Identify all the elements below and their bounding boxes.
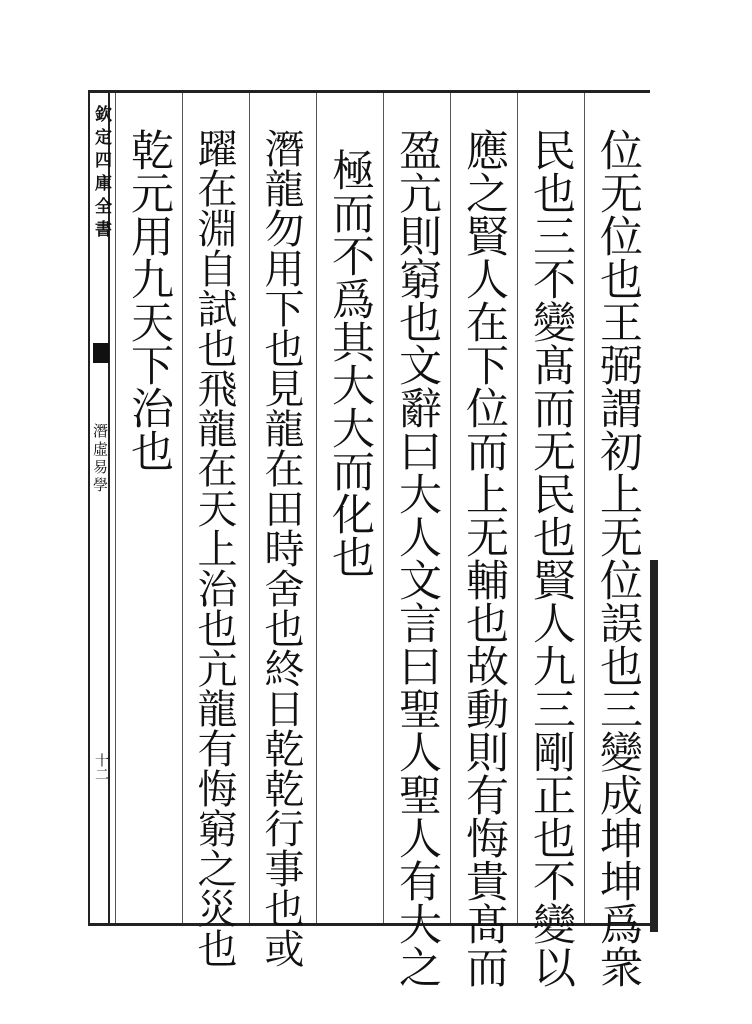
text-column-6-content: 潛龍勿用下也見龍在田時舍也終日乾乾行事也或 <box>258 128 304 968</box>
text-column-1 <box>584 93 651 988</box>
text-column-1-content: 位无位也王弼謂初上无位誤也三變成坤坤爲衆 <box>593 128 643 988</box>
text-column-4-content: 盈亢則窮也文辭曰大人文言曰聖人聖人有大之 <box>392 128 442 988</box>
text-column-2 <box>517 93 584 988</box>
text-column-3-content: 應之賢人在下位而上无輔也故動則有悔貴髙而 <box>459 128 509 988</box>
text-column-8 <box>115 93 182 923</box>
banxin-center-column <box>88 93 110 923</box>
text-column-5-content: 極而不爲其大大而化也 <box>325 148 375 578</box>
banxin-page-number: 十二 <box>93 753 109 781</box>
banxin-head-text: 欽定四庫全書 <box>91 105 111 243</box>
text-column-5 <box>316 93 383 923</box>
text-column-8-content: 乾元用九天下治也 <box>124 128 174 472</box>
banxin-book-title: 潛虛易學 <box>91 423 109 495</box>
text-column-7 <box>182 93 249 968</box>
fish-tail-mark <box>93 343 109 363</box>
text-column-2-content: 民也三不變髙而无民也賢人九三剛正也不變以 <box>526 128 576 988</box>
text-column-7-content: 躍在淵自試也飛龍在天上治也亢龍有悔窮之災也 <box>191 128 237 968</box>
main-text-area <box>110 93 650 988</box>
text-column-6 <box>249 93 316 968</box>
frame-rule-right <box>650 560 658 932</box>
text-column-4 <box>383 93 450 988</box>
text-column-3 <box>450 93 517 988</box>
